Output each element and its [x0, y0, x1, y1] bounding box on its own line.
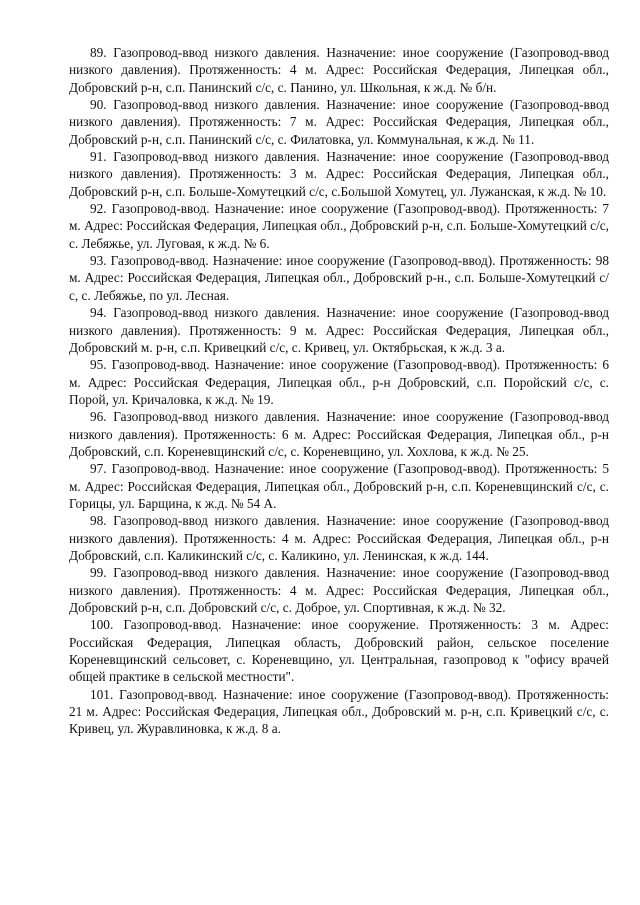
list-item: 97. Газопровод-ввод. Назначение: иное сооружение (Газопровод-ввод). Протяженность: 5 м. Адрес: Российская Федерация, Липецкая обл., Добровский р-н, с.п. Кореневщинский с/с, с. Горицы, ул. Барщина, к ж.д. № 54 А.: [69, 461, 609, 511]
list-item: 96. Газопровод-ввод низкого давления. Назначение: иное сооружение (Газопровод-ввод низкого давления). Протяженность: 6 м. Адрес: Российская Федерация, Липецкая обл., р-н Добровский, с.п. Кореневщинский с/с, с. Кореневщино, ул. Хохлова, к ж.д. № 25.: [69, 409, 609, 459]
list-item: 92. Газопровод-ввод. Назначение: иное сооружение (Газопровод-ввод). Протяженность: 7 м. Адрес: Российская Федерация, Липецкая обл., Добровский р-н, с.п. Больше-Хомутецкий с/с, с. Лебяжье, ул. Луговая, к ж.д. № 6.: [69, 201, 609, 251]
list-item: 93. Газопровод-ввод. Назначение: иное сооружение (Газопровод-ввод). Протяженность: 98 м. Адрес: Российская Федерация, Липецкая обл., Добровский р-н., с.п. Больше-Хомутецкий с/с, с. Лебяжье, по ул. Лесная.: [69, 253, 609, 303]
list-item: 99. Газопровод-ввод низкого давления. Назначение: иное сооружение (Газопровод-ввод низкого давления). Протяженность: 4 м. Адрес: Российская Федерация, Липецкая обл., Добровский р-н, с.п. Добровский с/с, с. Доброе, ул. Спортивная, к ж.д. № 32.: [69, 565, 609, 615]
list-item: 98. Газопровод-ввод низкого давления. Назначение: иное сооружение (Газопровод-ввод низкого давления). Протяженность: 4 м. Адрес: Российская Федерация, Липецкая обл., р-н Добровский, с.п. Каликинский с/с, с. Каликино, ул. Ленинская, к ж.д. 144.: [69, 513, 609, 563]
list-item: 101. Газопровод-ввод. Назначение: иное сооружение (Газопровод-ввод). Протяженность: 21 м. Адрес: Российская Федерация, Липецкая обл., Добровский м. р-н, с.п. Кривецкий с/с, с. Кривец, ул. Журавлиновка, к ж.д. 8 а.: [69, 686, 609, 737]
list-item: 90. Газопровод-ввод низкого давления. Назначение: иное сооружение (Газопровод-ввод низкого давления). Протяженность: 7 м. Адрес: Российская Федерация, Липецкая обл., Добровский р-н, с.п. Панинский с/с, с. Филатовка, ул. Коммунальная, к ж.д. № 11.: [69, 97, 609, 147]
list-item: 95. Газопровод-ввод. Назначение: иное сооружение (Газопровод-ввод). Протяженность: 6 м. Адрес: Российская Федерация, Липецкая обл., р-н Добровский, с.п. Поройский с/с, с. Порой, ул. Кричаловка, к ж.д. № 19.: [69, 357, 609, 407]
list-item: 91. Газопровод-ввод низкого давления. Назначение: иное сооружение (Газопровод-ввод низкого давления). Протяженность: 3 м. Адрес: Российская Федерация, Липецкая обл., Добровский р-н, с.п. Больше-Хомутецкий с/с, с.Большой Хомутец, ул. Лужанская, к ж.д. № 10.: [69, 149, 609, 199]
list-item: 89. Газопровод-ввод низкого давления. Назначение: иное сооружение (Газопровод-ввод низкого давления). Протяженность: 4 м. Адрес: Российская Федерация, Липецкая обл., Добровский р-н, с.п. Панинский с/с, с. Панино, ул. Школьная, к ж.д. № б/н.: [69, 45, 609, 95]
list-item: 94. Газопровод-ввод низкого давления. Назначение: иное сооружение (Газопровод-ввод низкого давления). Протяженность: 9 м. Адрес: Российская Федерация, Липецкая обл., Добровский м. р-н, с.п. Кривецкий с/с, с. Кривец, ул. Октябрьская, к ж.д. 3 а.: [69, 305, 609, 355]
document-page: [69, 44, 609, 738]
list-item: 100. Газопровод-ввод. Назначение: иное сооружение. Протяженность: 3 м. Адрес: Российская Федерация, Липецкая область, Добровский район, сельское поселение Кореневщинский сельсовет, с. Кореневщино, ул. Центральная, газопровод к "офису врачей общей практике в сельской местности".: [69, 617, 609, 685]
